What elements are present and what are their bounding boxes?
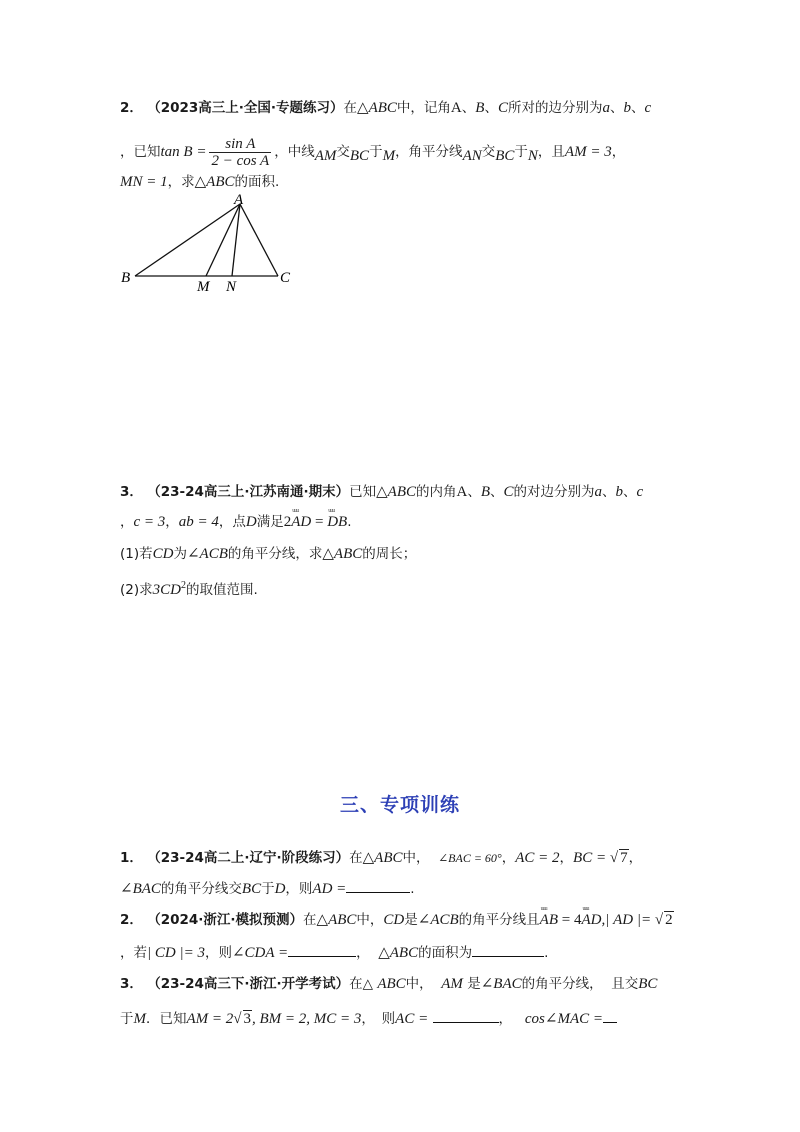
e2-answer-blank-2[interactable]: [472, 942, 544, 957]
q3-part-2: (2)求$3CD^2$的取值范围.: [120, 580, 258, 598]
q2-source: （2023高三上·全国·专题练习）: [147, 100, 344, 116]
label-m: M: [197, 279, 210, 295]
q2-line-1: 2． （2023高三上·全国·专题练习）在△ABC中，记角A、B、C所对的边分别为a、b、c: [120, 100, 652, 116]
e2-line-1: 2． （2024·浙江·模拟预测）在△ABC中，CD是∠ACB的角平分线且uuu AB = 4uuu AD,| AD |= √ 2: [120, 910, 674, 930]
e3-source: （23-24高三下·浙江·开学考试）: [147, 976, 350, 992]
e3-answer-blank-1[interactable]: [433, 1008, 499, 1023]
e3-number: 3．: [120, 976, 143, 992]
q2-triangle: △ABC: [357, 100, 397, 116]
e2-number: 2．: [120, 912, 143, 928]
q2-fraction: $\frac{\text{sin A}}{\text{2 − cos A}}$: [211, 135, 270, 169]
e2-source: （2024·浙江·模拟预测）: [147, 912, 304, 928]
q3-vector-ad: uuu AD: [291, 512, 311, 532]
e1-line-1: 1． （23-24高二上·辽宁·阶段练习）在△ABC中， ∠BAC = 60°，AC = 2，BC = √ 7，: [120, 850, 643, 866]
e2-line-2: ，若| CD |= 3，则∠CDA = ， △ABC的面积为 .: [120, 942, 548, 963]
q3-line-1: 3． （23-24高三上·江苏南通·期末）已知△ABC的内角A、B、C的对边分别为a、b、c: [120, 484, 644, 500]
q3-source: （23-24高三上·江苏南通·期末）: [147, 484, 350, 500]
q3-line-2: ，c = 3，ab = 4，点D满足2uuu AD = uuu DB.: [120, 512, 352, 532]
q2-tanB: tan B =: [160, 144, 207, 160]
e1-line-2: ∠BAC的角平分线交BC于D，则AD = .: [120, 878, 415, 899]
label-n: N: [226, 279, 237, 295]
section-title: 三、专项训练: [339, 794, 460, 816]
e3-answer-blank-2[interactable]: [603, 1008, 617, 1023]
label-b: B: [121, 270, 131, 286]
q3-vector-db: uuu DB: [327, 512, 347, 532]
q2-line-2: ，已知tan B = $\frac{\text{sin A}}{\text{2 − cos A}}$ ，中线AM交BC于M，角平分线AN交BC于N，且AM = 3，: [120, 135, 626, 169]
q2-line-3: MN = 1，求△ABC的面积.: [120, 174, 280, 190]
e2-vector-ad: uuu AD: [581, 910, 601, 930]
median-am: [206, 204, 240, 276]
bisector-an: [232, 204, 240, 276]
e3-line-2: 于M．已知AM = 2√ 3, BM = 2, MC = 3， 则AC = ， cos∠MAC =: [120, 1008, 617, 1029]
e1-source: （23-24高二上·辽宁·阶段练习）: [147, 850, 350, 866]
e2-answer-blank-1[interactable]: [288, 942, 356, 957]
q2-triangle-figure: [115, 192, 305, 296]
e1-answer-blank[interactable]: [346, 878, 410, 893]
edge-ac: [240, 204, 278, 276]
e2-vector-ab: uuu AB: [540, 910, 558, 930]
e1-number: 1．: [120, 850, 143, 866]
q3-number: 3．: [120, 484, 143, 500]
e3-line-1: 3． （23-24高三下·浙江·开学考试）在△ ABC中， AM 是∠BAC的角平分线， 且交BC: [120, 976, 658, 992]
q3-part-1: (1)若CD为∠ACB的角平分线，求△ABC的周长；: [120, 546, 417, 562]
label-c: C: [280, 270, 291, 286]
edge-ab: [135, 204, 240, 276]
label-a: A: [234, 192, 244, 208]
q2-number: 2．: [120, 100, 143, 116]
